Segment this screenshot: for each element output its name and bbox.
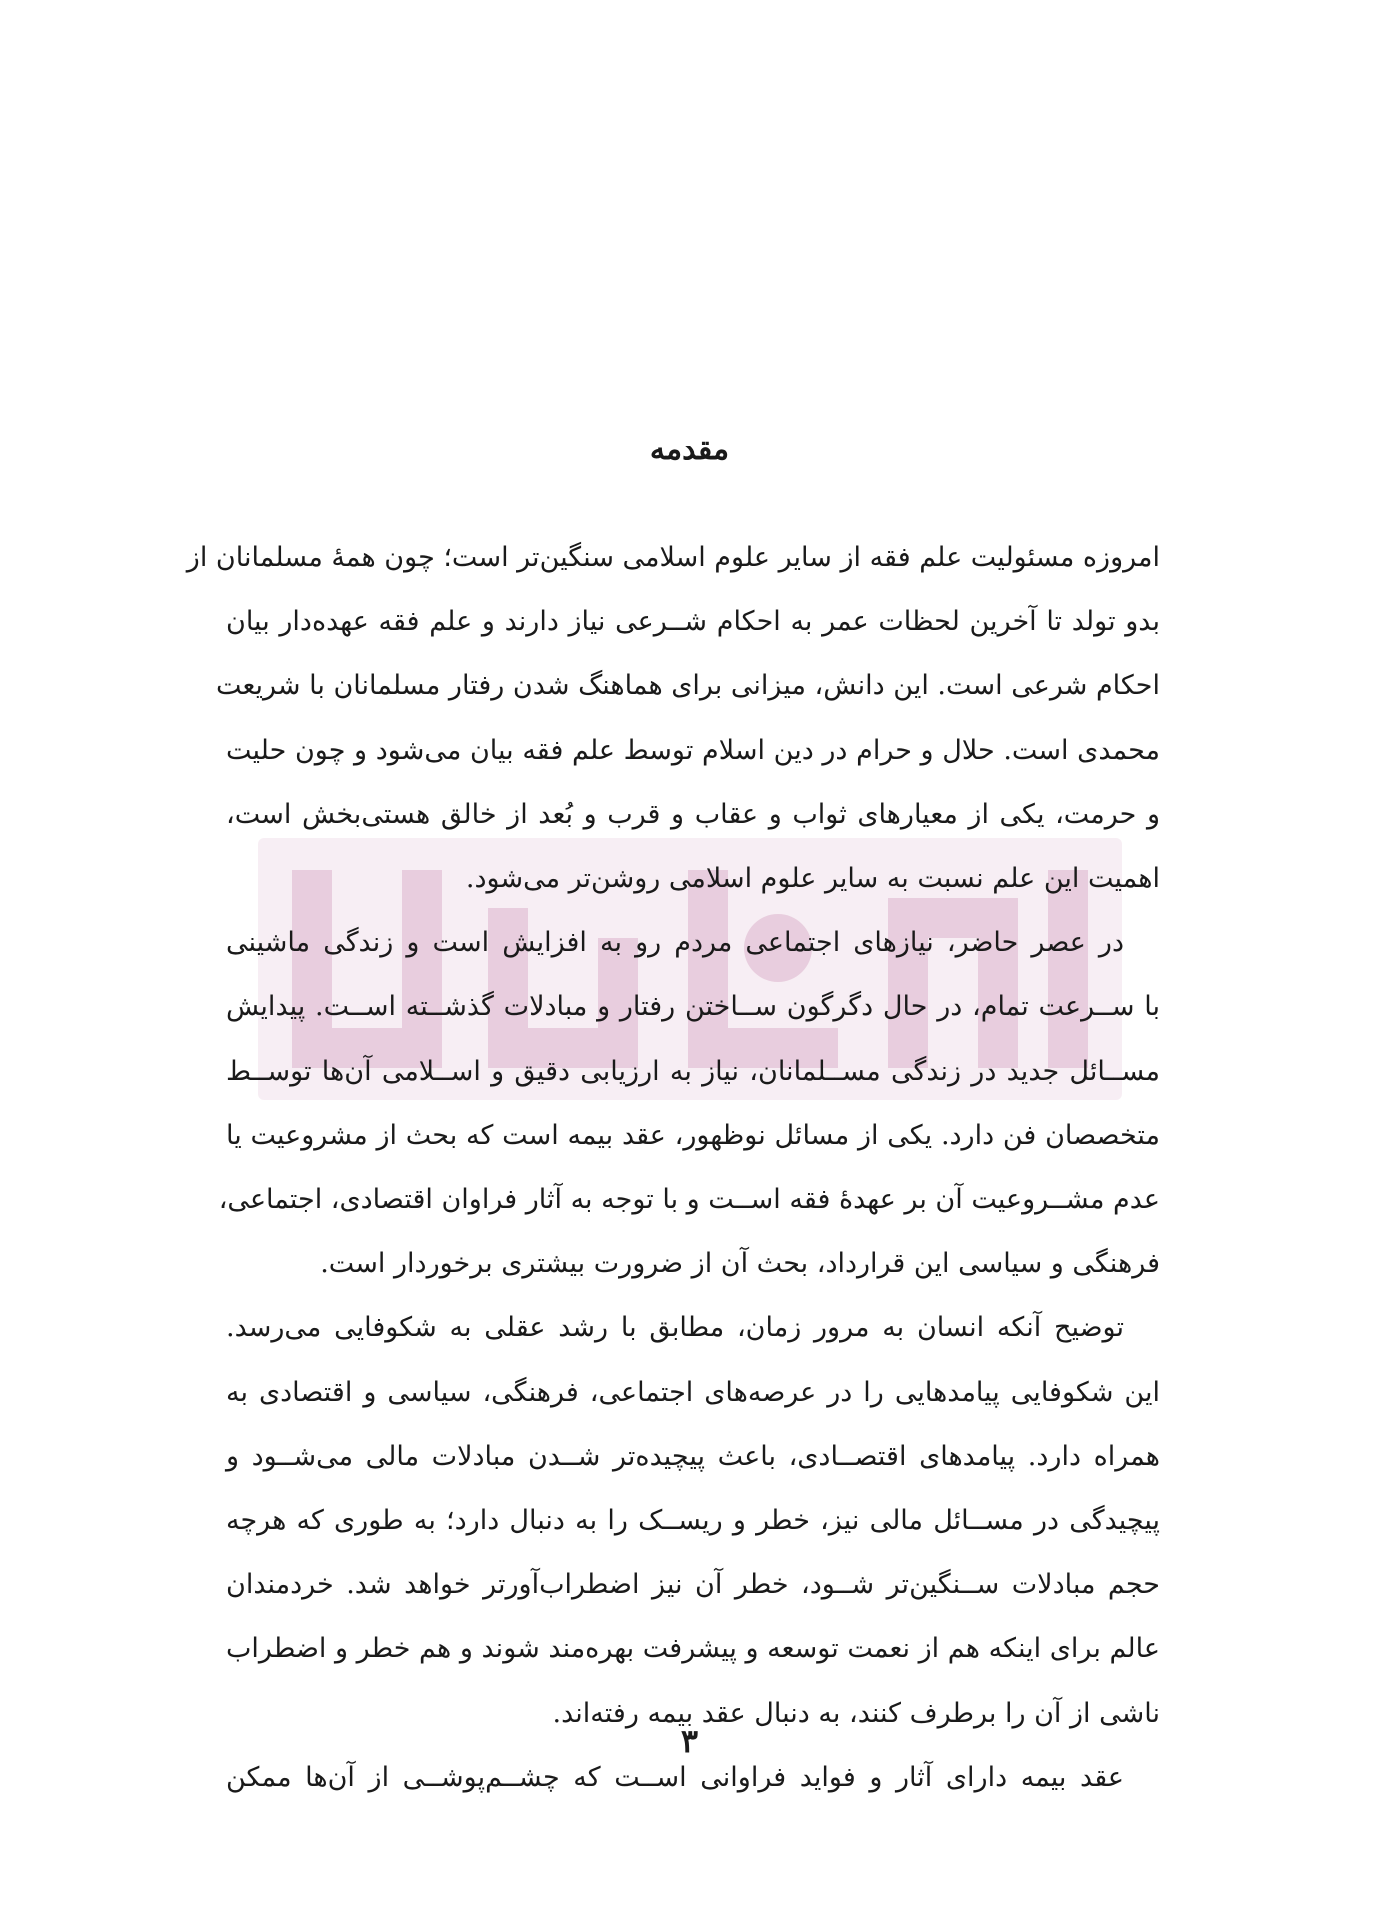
paragraph-line: و حرمت، یکی از معیارهای ثواب و عقاب و قرب و بُعد از خالق هستی‌بخش است، xyxy=(226,798,1160,830)
paragraph-2 xyxy=(218,911,1160,1296)
paragraph-line: در عصر حاضر، نیازهای اجتماعی مردم رو به افزایش است و زندگی ماشینی xyxy=(226,927,1124,959)
paragraph-line: این شکوفایی پیامدهایی را در عرصه‌های اجتماعی، فرهنگی، سیاسی و اقتصادی به xyxy=(226,1376,1160,1408)
paragraph-line: با ســرعت تمام، در حال دگرگون ســاختن رفتار و مبادلات گذشــته اســت. پیدایش xyxy=(226,991,1160,1023)
page-number: ۳ xyxy=(680,1722,699,1760)
paragraph-line: مســائل جدید در زندگی مســلمانان، نیاز به ارزیابی دقیق و اســلامی آن‌ها توســط xyxy=(226,1055,1160,1087)
paragraph-line: احکام شرعی است. این دانش، میزانی برای هماهنگ شدن رفتار مسلمانان با شریعت xyxy=(215,670,1160,702)
paragraph-line: عالم برای اینکه هم از نعمت توسعه و پیشرفت بهره‌مند شوند و هم خطر و اضطراب xyxy=(226,1633,1160,1665)
paragraph-line: فرهنگی و سیاسی این قرارداد، بحث آن از ضرورت بیشتری برخوردار است. xyxy=(320,1248,1160,1280)
paragraph-1 xyxy=(186,526,1160,911)
paragraph-line: متخصصان فن دارد. یکی از مسائل نوظهور، عقد بیمه است که بحث از مشروعیت یا xyxy=(226,1119,1160,1151)
paragraph-line: همراه دارد. پیامدهای اقتصــادی، باعث پیچیده‌تر شــدن مبادلات مالی می‌شــود و xyxy=(226,1440,1160,1472)
paragraph-line: عدم مشــروعیت آن بر عهدهٔ فقه اســت و با توجه به آثار فراوان اقتصادی، اجتماعی، xyxy=(218,1184,1160,1216)
paragraph-line: ناشی از آن را برطرف کنند، به دنبال عقد بیمه رفته‌اند. xyxy=(552,1697,1160,1729)
paragraph-line: حجم مبادلات ســنگین‌تر شــود، خطر آن نیز اضطراب‌آورتر خواهد شد. خردمندان xyxy=(226,1569,1160,1601)
paragraph-line: عقد بیمه دارای آثار و فواید فراوانی اســت که چشــم‌پوشــی از آن‌ها ممکن xyxy=(226,1761,1124,1793)
body-text xyxy=(186,526,1160,1810)
paragraph-line: امروزه مسئولیت علم فقه از سایر علوم اسلامی سنگین‌تر است؛ چون همهٔ مسلمانان از xyxy=(186,542,1160,573)
paragraph-line: بدو تولد تا آخرین لحظات عمر به احکام شــرعی نیاز دارند و علم فقه عهده‌دار بیان xyxy=(226,606,1160,638)
paragraph-line: پیچیدگی در مســائل مالی نیز، خطر و ریســک را به دنبال دارد؛ به طوری که هرچه xyxy=(226,1505,1160,1537)
paragraph-line: توضیح آنکه انسان به مرور زمان، مطابق با رشد عقلی به شکوفایی می‌رسد. xyxy=(226,1312,1124,1344)
paragraph-line: اهمیت این علم نسبت به سایر علوم اسلامی روشن‌تر می‌شود. xyxy=(465,863,1160,895)
page-title: مقدمه xyxy=(649,432,730,467)
paragraph-line: محمدی است. حلال و حرام در دین اسلام توسط علم فقه بیان می‌شود و چون حلیت xyxy=(226,734,1160,766)
paragraph-3 xyxy=(226,1296,1160,1745)
